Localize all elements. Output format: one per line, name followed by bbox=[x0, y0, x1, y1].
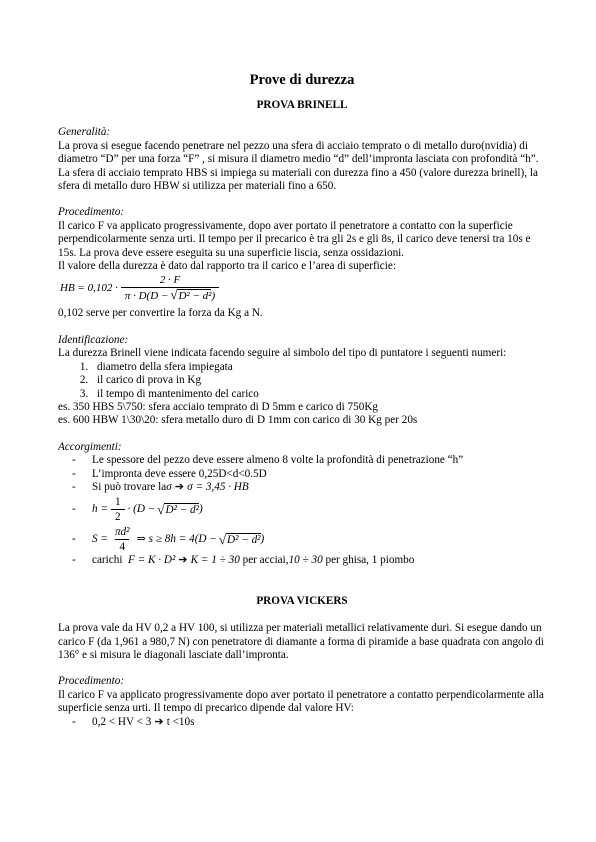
formula-den-post: ) bbox=[211, 290, 216, 303]
identificazione-paragraph: La durezza Brinell viene indicata facendo seguire al simbolo del tipo di puntatore i seguenti numeri: bbox=[58, 347, 507, 360]
procedimento-paragraph-3: 0,102 serve per convertire la forza da Kg a N. bbox=[58, 307, 263, 320]
list-item: 2. il carico di prova in Kg bbox=[91, 374, 546, 387]
procedimento-label: Procedimento: bbox=[58, 206, 125, 219]
hv-range: 0,2 < HV < 3 bbox=[92, 715, 152, 728]
identificazione-label: Identificazione: bbox=[58, 333, 129, 346]
list-item: 1. diametro della sfera impiegata bbox=[91, 361, 546, 374]
brinell-formula bbox=[60, 273, 546, 303]
vickers-procedimento-paragraph: Il carico F va applicato progressivamente dopo aver portato il penetratore a contatto perpendicolarmente alla superficie senza urti. Il tempo di precarico dipende dal valore HV: bbox=[58, 688, 544, 715]
list-item: 3. il tempo di mantenimento del carico bbox=[91, 388, 546, 401]
carichi-mid: per acciai, bbox=[242, 554, 289, 567]
generalita-label: Generalità: bbox=[58, 126, 111, 139]
s-denominator: 4 bbox=[115, 539, 129, 553]
carichi-label: carichi bbox=[92, 554, 123, 567]
identificazione-list bbox=[58, 361, 546, 401]
k-formula: K = 1 ÷ 30 bbox=[190, 554, 240, 567]
hv-time: t <10s bbox=[166, 715, 195, 728]
list-item bbox=[58, 524, 546, 554]
vickers-heading: PROVA VICKERS bbox=[256, 594, 348, 607]
h-pre: · (D − bbox=[127, 502, 156, 515]
s-numerator: πd² bbox=[114, 525, 130, 538]
h-numerator: 1 bbox=[114, 495, 121, 508]
arrow-right-icon: ➔ bbox=[154, 715, 164, 728]
formula-lhs: HB = 0,102 · bbox=[60, 281, 118, 294]
h-post: ) bbox=[198, 502, 203, 515]
page-title: Prove di durezza bbox=[249, 72, 355, 88]
sigma-formula: σ = 3,45 · HB bbox=[187, 480, 249, 493]
formula-fraction bbox=[121, 274, 219, 302]
sqrt-icon: √ bbox=[170, 287, 178, 303]
list-item bbox=[58, 716, 546, 729]
k-ghisa: 10 ÷ 30 bbox=[288, 554, 323, 567]
arrow-right-icon: ➔ bbox=[178, 554, 188, 567]
list-item bbox=[58, 481, 546, 494]
accorgimenti-label: Accorgimenti: bbox=[58, 440, 122, 453]
s-mid: ⇒ s ≥ 8h = 4(D − bbox=[136, 532, 217, 545]
vickers-paragraph-1: La prova vale da HV 0,2 a HV 100, si utilizza per materiali metallici relativamente duri. Si esegue dando un carico F (da 1,961 a 980,7 N) con penetratore di diamante a forma di piramide a base quadrata con angolo di 136° e si misura le diagonali lasciate dall’impronta. bbox=[58, 622, 544, 661]
s-radicand: D² − d² bbox=[227, 533, 261, 546]
s-lhs: - S = bbox=[92, 532, 108, 545]
sigma-symbol: σ bbox=[166, 480, 172, 493]
sigma-text: Si può trovare la bbox=[92, 480, 167, 493]
h-radicand: D² − d² bbox=[165, 503, 199, 516]
h-fraction bbox=[111, 496, 125, 523]
s-post: ) bbox=[260, 532, 265, 545]
formula-numerator: 2 · F bbox=[159, 274, 181, 287]
vickers-list bbox=[58, 716, 546, 729]
formula-denominator bbox=[121, 287, 219, 302]
sqrt-icon: √ bbox=[157, 501, 165, 517]
vickers-procedimento-label: Procedimento: bbox=[58, 675, 125, 688]
h-denominator: 2 bbox=[111, 509, 125, 523]
example-2: es. 600 HBW 1\30\20: sfera metallo duro di D 1mm con carico di 30 Kg per 20s bbox=[58, 414, 418, 427]
accorgimenti-list bbox=[58, 454, 546, 568]
generalita-paragraph-1: La prova si esegue facendo penetrare nel pezzo una sfera di acciaio temprato o di metallo duro(nvidia) di diametro “D” per una forza “F” , si misura il diametro medio “d” dell’impronta lasciata con profondità “h”. bbox=[58, 139, 539, 166]
s-fraction bbox=[111, 526, 134, 553]
formula-den-radicand: D² − d² bbox=[178, 290, 212, 303]
list-item: - Le spessore del pezzo deve essere almeno 8 volte la profondità di penetrazione “h” bbox=[58, 454, 546, 467]
brinell-heading: PROVA BRINELL bbox=[256, 99, 348, 111]
sqrt-icon: √ bbox=[218, 531, 226, 547]
generalita-paragraph-2: La sfera di acciaio temprato HBS si impiega su materiali con durezza fino a 450 (valore durezza brinell), la sfera di metallo duro HBW si utilizza per materiali fino a 650. bbox=[58, 166, 538, 193]
list-item: - L’impronta deve essere 0,25D<d<0.5D bbox=[58, 468, 546, 481]
list-item bbox=[58, 554, 546, 567]
list-item bbox=[58, 494, 546, 524]
procedimento-paragraph-2: Il valore della durezza è dato dal rapporto tra il carico e l’area di superficie: bbox=[58, 260, 396, 273]
h-lhs: - h = bbox=[92, 502, 108, 515]
formula-den-pre: π · D(D − bbox=[124, 290, 169, 303]
carichi-formula: F = K · D² bbox=[128, 554, 176, 567]
example-1: es. 350 HBS 5\750: sfera acciaio temprato di D 5mm e carico di 750Kg bbox=[58, 400, 379, 413]
arrow-right-icon: ➔ bbox=[174, 480, 185, 493]
carichi-post: per ghisa, 1 piombo bbox=[325, 554, 415, 567]
procedimento-paragraph-1: Il carico F va applicato progressivamente, dopo aver portato il penetratore a contatto con la superficie perpendicolarmente senza urti. Il tempo per il precarico è tra gli 2s e gli 8s, il carico deve tenersi tra 10s e 15s. La prova deve essere eseguita su una superficie liscia, senza ossidazioni. bbox=[58, 219, 531, 259]
